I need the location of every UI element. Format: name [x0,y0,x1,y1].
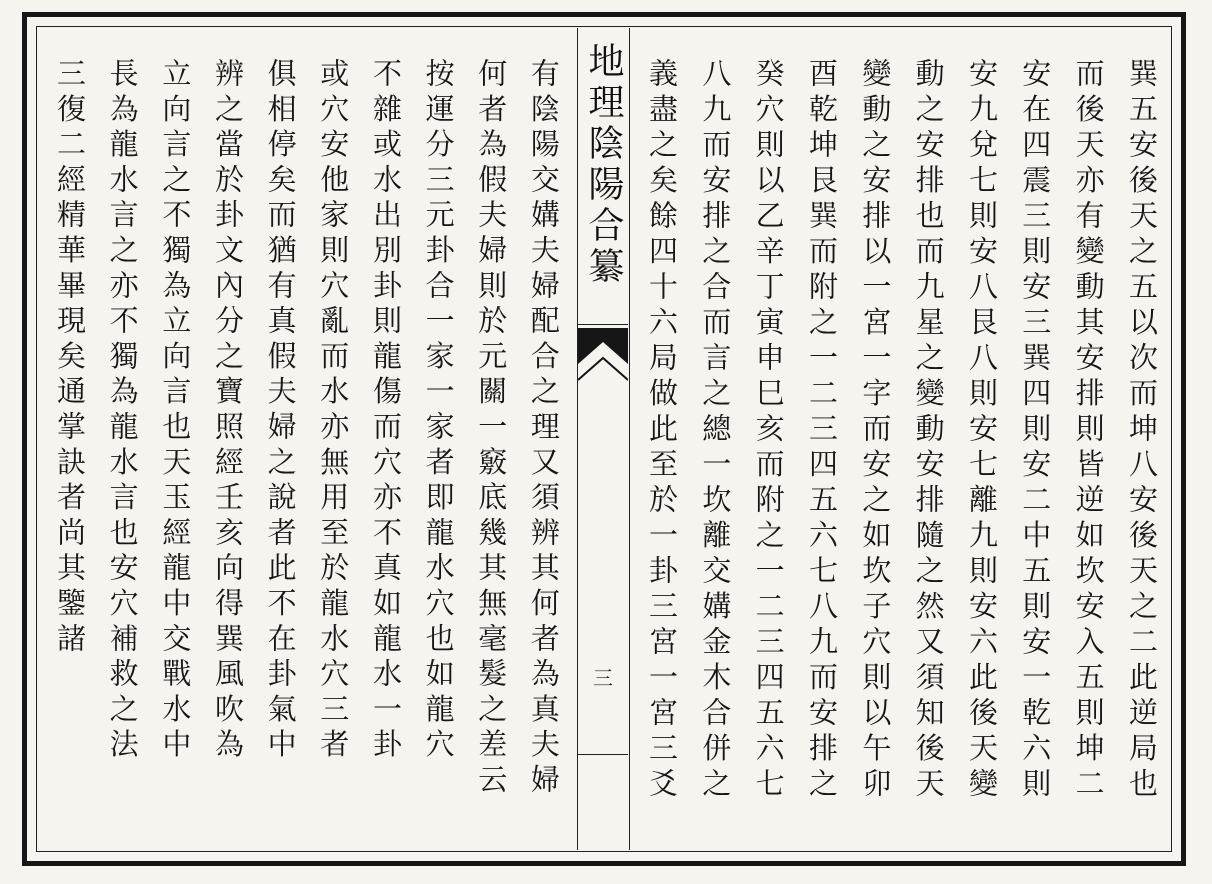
text-column: 變動之安排以一宮一字而安之如坎子穴則以午卯 [858,58,893,804]
text-column: 動之安排也而九星之變動安排隨之然又須知後天 [911,58,946,804]
text-column: 癸穴則以乙辛丁寅申巳亥而附之一二三四五六七 [751,58,786,804]
spine-divider [578,324,628,325]
right-page-text [638,28,1170,850]
text-column: 辨之當於卦文內分之寶照經壬亥向得巽風吹為 [210,58,245,764]
text-column: 酉乾坤艮巽而附之一二三四五六七八九而安排之 [804,58,839,804]
page-number: 三 [593,666,613,690]
center-spine [577,28,630,850]
spine-title: 地理陰陽合纂 [583,42,624,288]
text-column: 有陰陽交媾夫婦配合之理又須辨其何者為真夫婦 [526,58,561,800]
fishtail-ornament-icon [578,328,628,388]
text-column: 不雜或水出別卦則龍傷而穴亦不真如龍水一卦 [368,58,403,764]
text-column: 或穴安他家則穴亂而水亦無用至於龍水穴三者 [316,58,351,764]
text-column: 巽五安後天之五以次而坤八安後天之二此逆局也 [1124,58,1159,804]
text-column: 何者為假夫婦則於元關一竅底幾其無毫髮之差云 [474,58,509,800]
text-column: 按運分三元卦合一家一家者即龍水穴也如龍穴 [421,58,456,764]
text-column: 三復二經精華畢現矣通掌訣者尚其鑒諸 [53,58,87,659]
text-column: 義盡之矣餘四十六局做此至於一卦三宮一宮三爻 [645,58,679,804]
spine-divider [578,754,628,755]
text-column: 安在四震三則安三巽四則安二中五則安一乾六則 [1018,58,1053,804]
left-page-text [44,28,574,850]
text-column: 八九而安排之合而言之總一坎離交媾金木合併之 [698,58,733,804]
text-column: 長為龍水言之亦不獨為龍水言也安穴補救之法 [105,58,140,764]
text-column: 而後天亦有變動其安排則皆逆如坎安入五則坤二 [1071,58,1106,804]
text-column: 安九兌七則安八艮八則安七離九則安六此後天變 [964,58,999,804]
text-column: 俱相停矣而猶有真假夫婦之說者此不在卦氣中 [263,58,298,764]
text-column: 立向言之不獨為立向言也天玉經龍中交戰水中 [158,58,193,764]
